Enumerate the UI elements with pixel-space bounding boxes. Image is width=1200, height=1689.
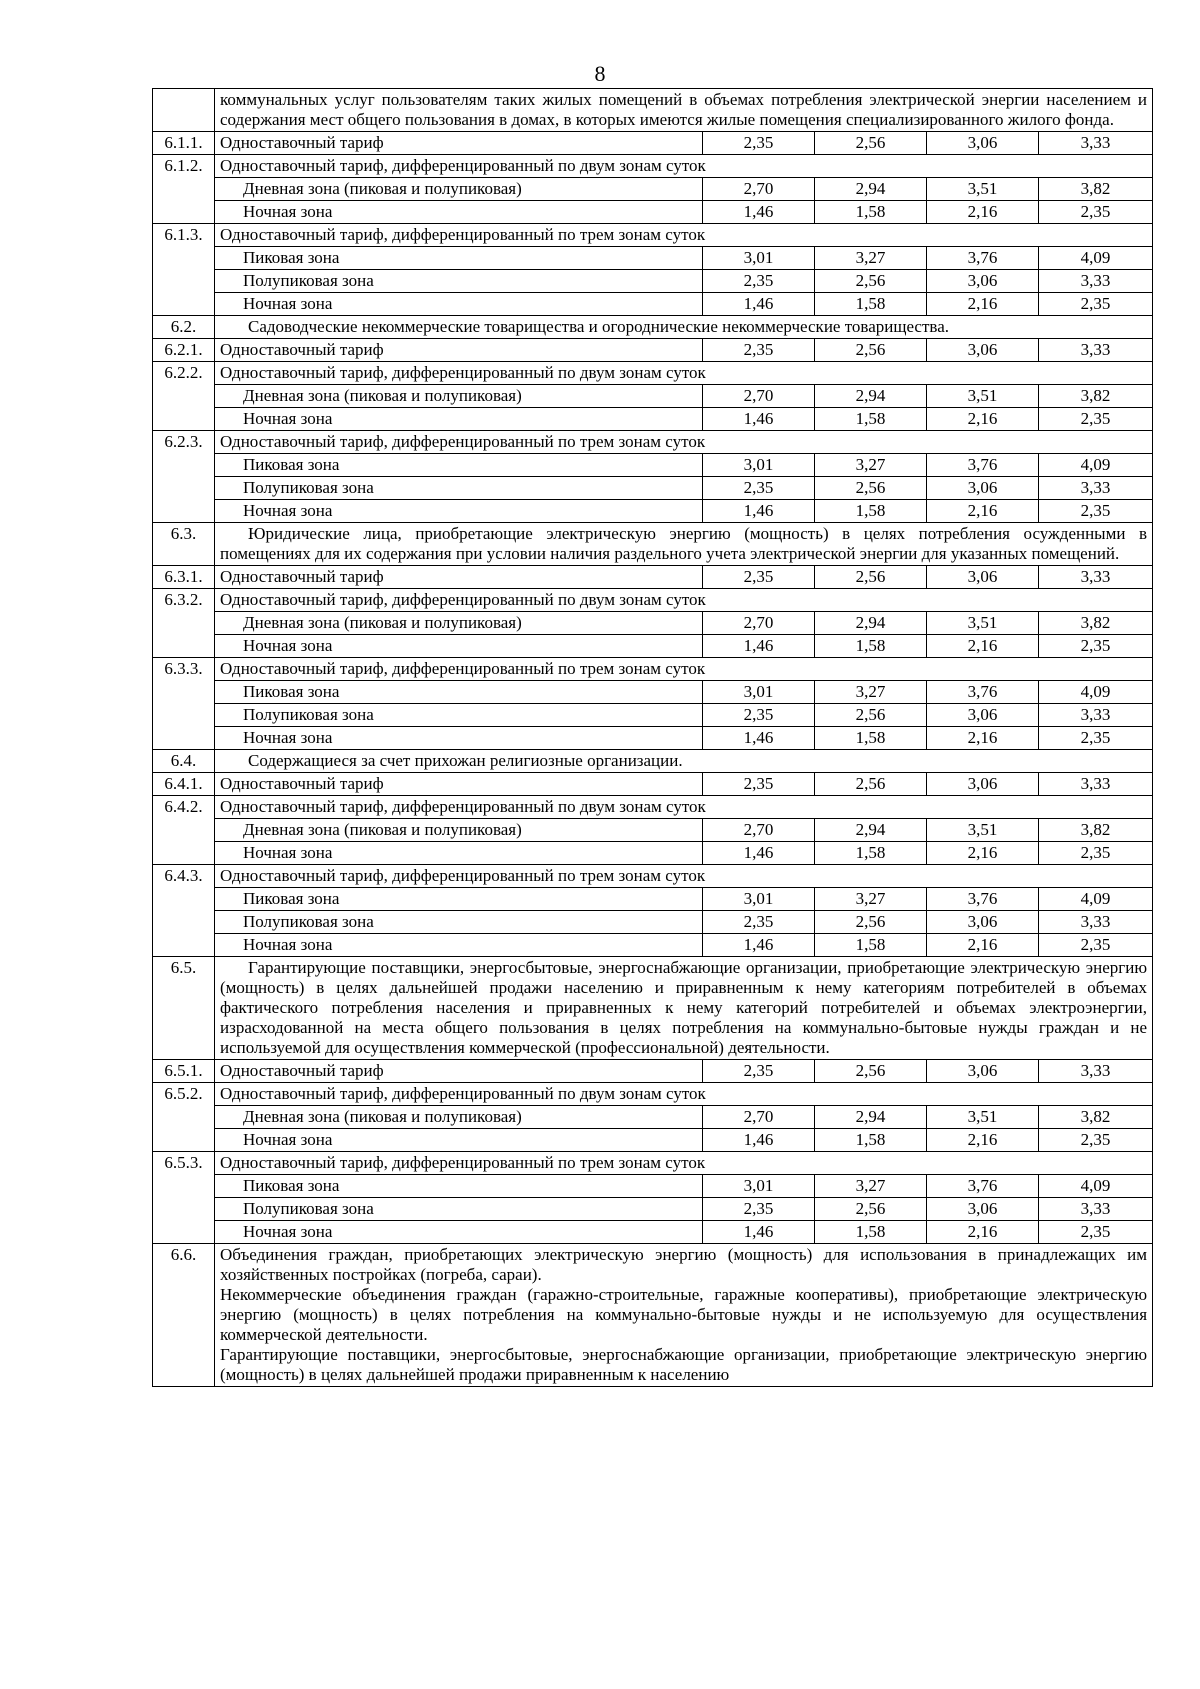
- tariff-value-cell: 3,06: [927, 339, 1039, 362]
- tariff-row-day: [153, 612, 1153, 635]
- tariff-value-cell: 3,27: [815, 1175, 927, 1198]
- tariff-label: Одноставочный тариф: [215, 773, 703, 796]
- tariff-value-cell: 1,46: [703, 408, 815, 431]
- page-number: 8: [594, 61, 606, 86]
- tariff-group-label: Одноставочный тариф, дифференцированный по трем зонам суток: [215, 658, 1153, 681]
- row-number-cell: 6.5.1.: [153, 1060, 215, 1083]
- tariff-value-cell: 2,35: [703, 339, 815, 362]
- tariff-row-three-zone-header: [153, 865, 1153, 888]
- row-number-cell: 6.5.2.: [153, 1083, 215, 1152]
- tariff-value-cell: 2,35: [703, 1198, 815, 1221]
- tariff-row-night: [153, 1221, 1153, 1244]
- section-header-row: [153, 957, 1153, 1060]
- section-description: Садоводческие некоммерческие товарищества и огороднические некоммерческие товарищества.: [215, 316, 1153, 339]
- tariff-value-cell: 2,35: [1039, 201, 1153, 224]
- tariff-row-single: [153, 339, 1153, 362]
- row-number-cell: 6.2.3.: [153, 431, 215, 523]
- tariff-value-cell: 3,33: [1039, 1060, 1153, 1083]
- section-paragraph: Объединения граждан, приобретающих электрическую энергию (мощность) для использования в принадлежащих им хозяйственных постройках (погреба, сараи).: [220, 1245, 1148, 1284]
- tariff-value-cell: 3,06: [927, 1198, 1039, 1221]
- tariff-value-cell: 2,35: [703, 270, 815, 293]
- tariff-value-cell: 3,27: [815, 681, 927, 704]
- tariff-value-cell: 2,56: [815, 132, 927, 155]
- tariff-value-cell: 3,76: [927, 454, 1039, 477]
- tariff-value-cell: 3,06: [927, 566, 1039, 589]
- tariff-value-cell: 1,58: [815, 727, 927, 750]
- tariff-label: Пиковая зона: [215, 681, 703, 704]
- tariff-row-day: [153, 178, 1153, 201]
- tariff-value-cell: 1,58: [815, 293, 927, 316]
- tariff-value-cell: 2,56: [815, 911, 927, 934]
- tariff-value-cell: 3,06: [927, 132, 1039, 155]
- tariff-value-cell: 3,76: [927, 1175, 1039, 1198]
- tariff-row-day: [153, 1106, 1153, 1129]
- tariff-group-label: Одноставочный тариф, дифференцированный по двум зонам суток: [215, 1083, 1153, 1106]
- tariff-value-cell: 2,70: [703, 612, 815, 635]
- tariff-value-cell: 3,51: [927, 612, 1039, 635]
- tariff-value-cell: 3,06: [927, 704, 1039, 727]
- row-number-cell: 6.2.1.: [153, 339, 215, 362]
- tariff-row-night: [153, 842, 1153, 865]
- tariff-value-cell: 2,94: [815, 819, 927, 842]
- tariff-value-cell: 3,51: [927, 178, 1039, 201]
- tariff-value-cell: 1,46: [703, 635, 815, 658]
- tariff-value-cell: 2,56: [815, 1060, 927, 1083]
- tariff-value-cell: 3,33: [1039, 270, 1153, 293]
- tariff-value-cell: 3,33: [1039, 773, 1153, 796]
- row-number-cell: 6.1.2.: [153, 155, 215, 224]
- tariff-value-cell: 1,58: [815, 1221, 927, 1244]
- tariff-value-cell: 2,16: [927, 500, 1039, 523]
- tariff-row-night: [153, 408, 1153, 431]
- row-number-cell: 6.4.2.: [153, 796, 215, 865]
- tariff-row-night: [153, 293, 1153, 316]
- section-description: Юридические лица, приобретающие электрическую энергию (мощность) в целях потребления осужденными в помещениях для их содержания при условии наличия раздельного учета электрической энергии для указанных помещений.: [215, 523, 1153, 566]
- tariff-label: Ночная зона: [215, 500, 703, 523]
- tariff-value-cell: 3,33: [1039, 911, 1153, 934]
- tariff-value-cell: 2,35: [703, 773, 815, 796]
- tariff-row-night: [153, 727, 1153, 750]
- tariff-label: Дневная зона (пиковая и полупиковая): [215, 178, 703, 201]
- section-number-cell: 6.3.: [153, 523, 215, 566]
- tariff-value-cell: 3,01: [703, 247, 815, 270]
- tariff-label: Полупиковая зона: [215, 477, 703, 500]
- tariff-row-two-zone-header: [153, 362, 1153, 385]
- tariff-label: Одноставочный тариф: [215, 1060, 703, 1083]
- tariff-group-label: Одноставочный тариф, дифференцированный по трем зонам суток: [215, 431, 1153, 454]
- tariff-value-cell: 2,35: [703, 1060, 815, 1083]
- tariff-label: Одноставочный тариф: [215, 132, 703, 155]
- tariff-label: Одноставочный тариф: [215, 566, 703, 589]
- tariff-group-label: Одноставочный тариф, дифференцированный по двум зонам суток: [215, 589, 1153, 612]
- tariff-row-night: [153, 635, 1153, 658]
- tariff-row-night: [153, 1129, 1153, 1152]
- tariff-value-cell: 1,58: [815, 934, 927, 957]
- tariff-row-half-peak: [153, 477, 1153, 500]
- tariff-value-cell: 2,16: [927, 1221, 1039, 1244]
- tariff-value-cell: 2,35: [1039, 842, 1153, 865]
- tariff-row-day: [153, 385, 1153, 408]
- tariff-value-cell: 3,82: [1039, 385, 1153, 408]
- tariff-row-peak: [153, 1175, 1153, 1198]
- section-header-row: [153, 750, 1153, 773]
- tariff-value-cell: 2,94: [815, 612, 927, 635]
- tariff-value-cell: 2,94: [815, 385, 927, 408]
- tariff-group-label: Одноставочный тариф, дифференцированный по двум зонам суток: [215, 362, 1153, 385]
- tariff-value-cell: 1,46: [703, 934, 815, 957]
- tariff-value-cell: 2,16: [927, 408, 1039, 431]
- tariff-value-cell: 3,06: [927, 1060, 1039, 1083]
- tariff-label: Ночная зона: [215, 1129, 703, 1152]
- tariff-value-cell: 3,82: [1039, 1106, 1153, 1129]
- tariff-value-cell: 2,70: [703, 819, 815, 842]
- tariff-value-cell: 3,51: [927, 819, 1039, 842]
- tariff-value-cell: 2,16: [927, 934, 1039, 957]
- tariff-row-three-zone-header: [153, 1152, 1153, 1175]
- row-number-cell: 6.3.1.: [153, 566, 215, 589]
- tariff-value-cell: 2,35: [1039, 727, 1153, 750]
- tariff-value-cell: 2,70: [703, 1106, 815, 1129]
- section-intro-row: [153, 89, 1153, 132]
- tariff-label: Ночная зона: [215, 842, 703, 865]
- tariff-value-cell: 1,58: [815, 500, 927, 523]
- tariff-group-label: Одноставочный тариф, дифференцированный по двум зонам суток: [215, 796, 1153, 819]
- tariff-label: Ночная зона: [215, 293, 703, 316]
- tariff-label: Дневная зона (пиковая и полупиковая): [215, 1106, 703, 1129]
- tariff-value-cell: 2,56: [815, 1198, 927, 1221]
- tariff-label: Пиковая зона: [215, 454, 703, 477]
- tariff-value-cell: 2,35: [1039, 1221, 1153, 1244]
- tariff-value-cell: 3,33: [1039, 566, 1153, 589]
- tariff-value-cell: 2,16: [927, 1129, 1039, 1152]
- tariff-value-cell: 2,35: [703, 477, 815, 500]
- tariff-value-cell: 3,33: [1039, 704, 1153, 727]
- tariff-value-cell: 2,16: [927, 293, 1039, 316]
- tariff-value-cell: 2,94: [815, 1106, 927, 1129]
- tariff-value-cell: 2,70: [703, 178, 815, 201]
- tariff-value-cell: 1,58: [815, 635, 927, 658]
- tariff-value-cell: 1,46: [703, 500, 815, 523]
- tariff-value-cell: 2,56: [815, 704, 927, 727]
- section-number-cell: 6.5.: [153, 957, 215, 1060]
- section-number-cell: 6.4.: [153, 750, 215, 773]
- tariff-row-two-zone-header: [153, 796, 1153, 819]
- tariff-value-cell: 3,82: [1039, 612, 1153, 635]
- row-number-cell: 6.3.3.: [153, 658, 215, 750]
- tariff-value-cell: 1,58: [815, 408, 927, 431]
- tariff-row-three-zone-header: [153, 658, 1153, 681]
- tariff-group-label: Одноставочный тариф, дифференцированный по трем зонам суток: [215, 224, 1153, 247]
- tariff-value-cell: 2,35: [703, 566, 815, 589]
- section-header-row: [153, 1244, 1153, 1387]
- tariff-value-cell: 2,56: [815, 339, 927, 362]
- tariff-label: Ночная зона: [215, 201, 703, 224]
- tariff-value-cell: 3,01: [703, 888, 815, 911]
- tariff-value-cell: 3,33: [1039, 477, 1153, 500]
- tariff-row-single: [153, 132, 1153, 155]
- tariff-label: Ночная зона: [215, 408, 703, 431]
- tariff-value-cell: 4,09: [1039, 454, 1153, 477]
- tariff-label: Ночная зона: [215, 1221, 703, 1244]
- tariff-value-cell: 1,58: [815, 842, 927, 865]
- tariff-value-cell: 3,82: [1039, 819, 1153, 842]
- tariff-row-half-peak: [153, 704, 1153, 727]
- tariff-value-cell: 3,51: [927, 1106, 1039, 1129]
- tariff-value-cell: 2,56: [815, 566, 927, 589]
- tariff-row-three-zone-header: [153, 431, 1153, 454]
- tariff-value-cell: 3,01: [703, 681, 815, 704]
- row-number-cell: 6.5.3.: [153, 1152, 215, 1244]
- tariff-row-half-peak: [153, 270, 1153, 293]
- tariff-row-night: [153, 201, 1153, 224]
- tariff-value-cell: 2,35: [703, 911, 815, 934]
- tariff-value-cell: 4,09: [1039, 1175, 1153, 1198]
- tariff-row-peak: [153, 681, 1153, 704]
- tariff-value-cell: 2,16: [927, 635, 1039, 658]
- tariff-row-two-zone-header: [153, 1083, 1153, 1106]
- tariff-value-cell: 3,06: [927, 773, 1039, 796]
- tariff-value-cell: 4,09: [1039, 681, 1153, 704]
- tariff-value-cell: 2,16: [927, 842, 1039, 865]
- tariff-value-cell: 2,35: [1039, 408, 1153, 431]
- tariff-value-cell: 3,33: [1039, 1198, 1153, 1221]
- tariff-value-cell: 3,76: [927, 888, 1039, 911]
- tariff-value-cell: 2,35: [1039, 500, 1153, 523]
- tariff-value-cell: 3,27: [815, 454, 927, 477]
- tariff-value-cell: 2,35: [703, 704, 815, 727]
- tariff-value-cell: 2,35: [1039, 1129, 1153, 1152]
- tariff-row-peak: [153, 454, 1153, 477]
- tariff-value-cell: 1,46: [703, 201, 815, 224]
- tariff-value-cell: 3,01: [703, 454, 815, 477]
- tariff-row-single: [153, 773, 1153, 796]
- tariff-label: Полупиковая зона: [215, 1198, 703, 1221]
- tariff-row-half-peak: [153, 1198, 1153, 1221]
- section-description: Содержащиеся за счет прихожан религиозные организации.: [215, 750, 1153, 773]
- tariff-value-cell: 1,46: [703, 1221, 815, 1244]
- tariff-value-cell: 2,16: [927, 201, 1039, 224]
- tariff-value-cell: 2,16: [927, 727, 1039, 750]
- tariff-label: Полупиковая зона: [215, 704, 703, 727]
- tariff-value-cell: 2,35: [703, 132, 815, 155]
- row-number-cell: 6.4.3.: [153, 865, 215, 957]
- tariff-value-cell: 1,58: [815, 201, 927, 224]
- row-number-cell: 6.1.1.: [153, 132, 215, 155]
- tariff-value-cell: 2,70: [703, 385, 815, 408]
- tariff-value-cell: 3,33: [1039, 132, 1153, 155]
- tariff-label: Дневная зона (пиковая и полупиковая): [215, 612, 703, 635]
- tariff-label: Одноставочный тариф: [215, 339, 703, 362]
- tariff-value-cell: 1,46: [703, 842, 815, 865]
- row-number-cell: 6.3.2.: [153, 589, 215, 658]
- tariff-row-two-zone-header: [153, 155, 1153, 178]
- tariff-value-cell: 1,46: [703, 1129, 815, 1152]
- tariff-value-cell: 3,27: [815, 247, 927, 270]
- tariff-row-peak: [153, 888, 1153, 911]
- tariff-label: Ночная зона: [215, 934, 703, 957]
- tariff-label: Пиковая зона: [215, 1175, 703, 1198]
- tariff-label: Ночная зона: [215, 727, 703, 750]
- tariff-label: Пиковая зона: [215, 888, 703, 911]
- tariff-value-cell: 2,35: [1039, 934, 1153, 957]
- section-paragraph: Гарантирующие поставщики, энергосбытовые, энергоснабжающие организации, приобретающие электрическую энергию (мощность) в целях дальнейшей продажи приравненным к населению: [220, 1345, 1148, 1384]
- tariff-value-cell: 4,09: [1039, 247, 1153, 270]
- tariff-value-cell: 3,51: [927, 385, 1039, 408]
- tariff-label: Полупиковая зона: [215, 911, 703, 934]
- section-paragraph: Некоммерческие объединения граждан (гаражно-строительные, гаражные кооперативы), приобретающие электрическую энергию (мощность) в целях потребления на коммунально-бытовые нужды и не используемую для осуществления коммерческой деятельности.: [220, 1285, 1148, 1344]
- tariff-row-three-zone-header: [153, 224, 1153, 247]
- tariff-label: Дневная зона (пиковая и полупиковая): [215, 819, 703, 842]
- row-number-cell: 6.2.2.: [153, 362, 215, 431]
- tariff-value-cell: 2,56: [815, 477, 927, 500]
- tariff-label: Пиковая зона: [215, 247, 703, 270]
- tariff-value-cell: 2,94: [815, 178, 927, 201]
- tariff-value-cell: 3,06: [927, 270, 1039, 293]
- row-number-cell: 6.4.1.: [153, 773, 215, 796]
- tariff-row-half-peak: [153, 911, 1153, 934]
- tariff-value-cell: 3,06: [927, 911, 1039, 934]
- tariff-row-single: [153, 1060, 1153, 1083]
- tariff-value-cell: 2,56: [815, 773, 927, 796]
- tariff-value-cell: 2,56: [815, 270, 927, 293]
- row-number-cell: [153, 89, 215, 132]
- section-header-row: [153, 316, 1153, 339]
- section-number-cell: 6.6.: [153, 1244, 215, 1387]
- tariff-label: Дневная зона (пиковая и полупиковая): [215, 385, 703, 408]
- row-number-cell: 6.1.3.: [153, 224, 215, 316]
- tariff-value-cell: 3,06: [927, 477, 1039, 500]
- tariff-value-cell: 3,01: [703, 1175, 815, 1198]
- tariff-label: Ночная зона: [215, 635, 703, 658]
- section-number-cell: 6.2.: [153, 316, 215, 339]
- tariff-group-label: Одноставочный тариф, дифференцированный по трем зонам суток: [215, 1152, 1153, 1175]
- tariff-group-label: Одноставочный тариф, дифференцированный по двум зонам суток: [215, 155, 1153, 178]
- tariff-row-two-zone-header: [153, 589, 1153, 612]
- section-description: коммунальных услуг пользователям таких жилых помещений в объемах потребления электрической энергии населением и содержания мест общего пользования в домах, в которых имеются жилые помещения специализированного жилого фонда.: [215, 89, 1153, 132]
- tariff-row-night: [153, 500, 1153, 523]
- section-description: Гарантирующие поставщики, энергосбытовые, энергоснабжающие организации, приобретающие электрическую энергию (мощность) в целях дальнейшей продажи населению и приравненным к нему категориям потребителей в объемах фактического потребления населения и приравненных к нему категорий потребителей и объемах электроэнергии, израсходованной на места общего пользования в целях потребления на коммунально-бытовые нужды граждан и не используемой для осуществления коммерческой (профессиональной) деятельности.: [215, 957, 1153, 1060]
- tariff-group-label: Одноставочный тариф, дифференцированный по трем зонам суток: [215, 865, 1153, 888]
- tariff-row-night: [153, 934, 1153, 957]
- tariff-value-cell: 3,82: [1039, 178, 1153, 201]
- tariff-value-cell: 1,46: [703, 293, 815, 316]
- tariff-value-cell: 1,58: [815, 1129, 927, 1152]
- tariff-row-day: [153, 819, 1153, 842]
- tariff-value-cell: 2,35: [1039, 635, 1153, 658]
- tariff-label: Полупиковая зона: [215, 270, 703, 293]
- tariff-value-cell: 3,33: [1039, 339, 1153, 362]
- tariff-value-cell: 3,76: [927, 247, 1039, 270]
- tariff-table: [152, 88, 1153, 1387]
- tariff-row-peak: [153, 247, 1153, 270]
- tariff-row-single: [153, 566, 1153, 589]
- section-description: [215, 1244, 1153, 1387]
- tariff-value-cell: 3,76: [927, 681, 1039, 704]
- tariff-value-cell: 2,35: [1039, 293, 1153, 316]
- tariff-value-cell: 4,09: [1039, 888, 1153, 911]
- tariff-value-cell: 1,46: [703, 727, 815, 750]
- section-header-row: [153, 523, 1153, 566]
- tariff-value-cell: 3,27: [815, 888, 927, 911]
